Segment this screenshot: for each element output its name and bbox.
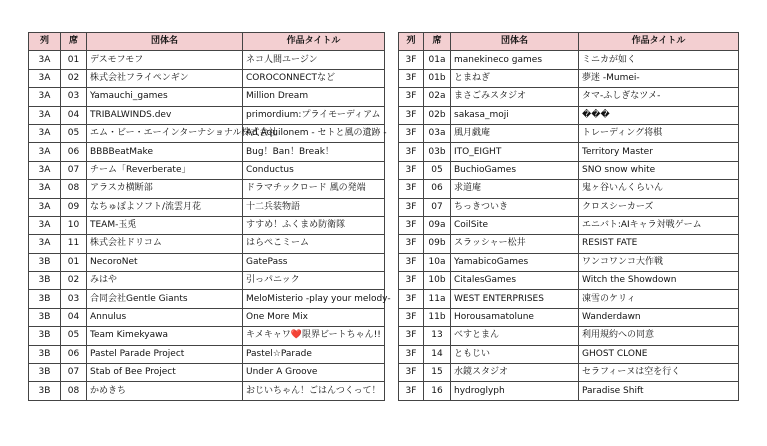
cell-group: 求道庵 — [451, 180, 579, 198]
cell-group: 合同会社Gentle Giants — [87, 290, 243, 308]
table-row — [29, 69, 385, 87]
cell-group: まさごみスタジオ — [451, 88, 579, 106]
cell-seat: 09 — [61, 198, 87, 216]
table-row — [399, 290, 739, 308]
cell-title: ドラマチックロード 風の発端 — [243, 180, 385, 198]
cell-col: 3F — [399, 272, 424, 290]
cell-col: 3B — [29, 327, 61, 345]
cell-col: 3F — [399, 308, 424, 326]
table-row — [399, 272, 739, 290]
cell-group: CoilSite — [451, 216, 579, 234]
cell-seat: 11a — [424, 290, 451, 308]
cell-title: タマ-ふしぎなツメ- — [579, 88, 739, 106]
cell-group: かめきち — [87, 382, 243, 400]
cell-seat: 01a — [424, 51, 451, 69]
cell-seat: 13 — [424, 327, 451, 345]
cell-group: manekineco games — [451, 51, 579, 69]
table-row — [29, 253, 385, 271]
cell-col: 3B — [29, 382, 61, 400]
header-col: 列 — [399, 33, 424, 51]
cell-title: GHOST CLONE — [579, 345, 739, 363]
cell-seat: 09a — [424, 216, 451, 234]
cell-seat: 02 — [61, 69, 87, 87]
cell-col: 3B — [29, 308, 61, 326]
table-row — [399, 235, 739, 253]
cell-title: クロスシーカーズ — [579, 198, 739, 216]
cell-group: みはや — [87, 272, 243, 290]
cell-seat: 03 — [61, 290, 87, 308]
cell-title: Under A Groove — [243, 364, 385, 382]
table-row — [399, 364, 739, 382]
cell-col: 3F — [399, 235, 424, 253]
cell-title: 凍雪のケリィ — [579, 290, 739, 308]
table-row — [29, 290, 385, 308]
cell-title: Conductus — [243, 161, 385, 179]
cell-col: 3B — [29, 364, 61, 382]
table-row — [399, 198, 739, 216]
cell-seat: 02 — [61, 272, 87, 290]
cell-col: 3F — [399, 69, 424, 87]
cell-seat: 06 — [61, 143, 87, 161]
cell-title: 十二兵装物語 — [243, 198, 385, 216]
cell-col: 3A — [29, 51, 61, 69]
cell-group: TEAM-玉兎 — [87, 216, 243, 234]
cell-title: エニバト:AIキャラ対戦ゲーム — [579, 216, 739, 234]
table-row — [29, 364, 385, 382]
table-row — [29, 124, 385, 142]
cell-seat: 03a — [424, 124, 451, 142]
cell-group: BBBBeatMake — [87, 143, 243, 161]
cell-group: 風月戯庵 — [451, 124, 579, 142]
cell-group: sakasa_moji — [451, 106, 579, 124]
cell-seat: 02a — [424, 88, 451, 106]
cell-seat: 05 — [61, 327, 87, 345]
cell-col: 3A — [29, 180, 61, 198]
cell-col: 3A — [29, 161, 61, 179]
cell-col: 3A — [29, 216, 61, 234]
table-row — [29, 272, 385, 290]
cell-group: Annulus — [87, 308, 243, 326]
cell-seat: 07 — [61, 364, 87, 382]
cell-title: Paradise Shift — [579, 382, 739, 400]
cell-title: 夢迷 -Mumei- — [579, 69, 739, 87]
cell-group: チーム「Reverberate」 — [87, 161, 243, 179]
cell-title: 鬼ヶ谷いんくらいん — [579, 180, 739, 198]
cell-col: 3F — [399, 364, 424, 382]
cell-seat: 14 — [424, 345, 451, 363]
cell-seat: 01b — [424, 69, 451, 87]
cell-seat: 06 — [61, 345, 87, 363]
header-title: 作品タイトル — [579, 33, 739, 51]
header-seat: 席 — [61, 33, 87, 51]
table-row — [399, 124, 739, 142]
cell-title: Ad Aquilonem - セトと風の遺跡 - — [243, 124, 385, 142]
cell-col: 3B — [29, 290, 61, 308]
cell-title: ミニカが如く — [579, 51, 739, 69]
cell-col: 3F — [399, 161, 424, 179]
cell-seat: 04 — [61, 308, 87, 326]
cell-seat: 09b — [424, 235, 451, 253]
cell-seat: 11 — [61, 235, 87, 253]
cell-seat: 10 — [61, 216, 87, 234]
cell-seat: 06 — [424, 180, 451, 198]
table-row — [29, 382, 385, 400]
table-row — [29, 161, 385, 179]
table-row — [399, 143, 739, 161]
header-seat: 席 — [424, 33, 451, 51]
cell-col: 3F — [399, 51, 424, 69]
cell-col: 3F — [399, 327, 424, 345]
table-row — [399, 51, 739, 69]
cell-seat: 07 — [61, 161, 87, 179]
cell-col: 3F — [399, 106, 424, 124]
table-row — [399, 327, 739, 345]
cell-title: ワンコワンコ大作戦 — [579, 253, 739, 271]
cell-group: Stab of Bee Project — [87, 364, 243, 382]
cell-col: 3F — [399, 382, 424, 400]
cell-group: なちゅぽよソフト/流雲月花 — [87, 198, 243, 216]
cell-col: 3F — [399, 143, 424, 161]
table-row — [29, 216, 385, 234]
cell-group: エム・ビー・エーインターナショナル株式会社 — [87, 124, 243, 142]
cell-col: 3B — [29, 253, 61, 271]
cell-title: はらぺこミーム — [243, 235, 385, 253]
cell-col: 3F — [399, 198, 424, 216]
table-row — [399, 69, 739, 87]
table-row — [399, 106, 739, 124]
header-title: 作品タイトル — [243, 33, 385, 51]
cell-col: 3A — [29, 124, 61, 142]
cell-title: セラフィーヌは空を行く — [579, 364, 739, 382]
exhibitor-table-left — [28, 32, 391, 401]
cell-seat: 16 — [424, 382, 451, 400]
header-col: 列 — [29, 33, 61, 51]
cell-title: すすめ！ふくまめ防衛隊 — [243, 216, 385, 234]
table-row — [399, 161, 739, 179]
cell-group: 水鏡スタジオ — [451, 364, 579, 382]
cell-seat: 04 — [61, 106, 87, 124]
table-row — [29, 88, 385, 106]
cell-title: ネコ人間ユージン — [243, 51, 385, 69]
cell-group: ITO_EIGHT — [451, 143, 579, 161]
cell-group: CitalesGames — [451, 272, 579, 290]
cell-col: 3F — [399, 345, 424, 363]
table-row — [29, 180, 385, 198]
cell-col: 3F — [399, 290, 424, 308]
cell-seat: 10a — [424, 253, 451, 271]
cell-group: とまねぎ — [451, 69, 579, 87]
cell-group: 株式会社ドリコム — [87, 235, 243, 253]
table-header-row — [399, 33, 739, 51]
cell-col: 3A — [29, 69, 61, 87]
cell-group: Yamauchi_games — [87, 88, 243, 106]
cell-title: 引っパニック — [243, 272, 385, 290]
cell-group: hydroglyph — [451, 382, 579, 400]
cell-group: BuchioGames — [451, 161, 579, 179]
table-header-row — [29, 33, 385, 51]
table-row — [29, 106, 385, 124]
cell-group: スラッシャー松井 — [451, 235, 579, 253]
cell-group: Team Kimekyawa — [87, 327, 243, 345]
table-row — [399, 253, 739, 271]
cell-title: Witch the Showdown — [579, 272, 739, 290]
cell-title: キメキャワ❤️限界ビートちゃん!! — [243, 327, 385, 345]
cell-group: NecoroNet — [87, 253, 243, 271]
cell-seat: 08 — [61, 382, 87, 400]
cell-seat: 02b — [424, 106, 451, 124]
cell-seat: 01 — [61, 253, 87, 271]
cell-col: 3F — [399, 216, 424, 234]
cell-group: Pastel Parade Project — [87, 345, 243, 363]
table-row — [29, 327, 385, 345]
cell-group: べすとまん — [451, 327, 579, 345]
cell-title: One More Mix — [243, 308, 385, 326]
cell-col: 3F — [399, 88, 424, 106]
cell-title: トレーディング将棋 — [579, 124, 739, 142]
cell-title: Pastel☆Parade — [243, 345, 385, 363]
cell-group: 株式会社フライペンギン — [87, 69, 243, 87]
table-row — [29, 235, 385, 253]
cell-title: Territory Master — [579, 143, 739, 161]
cell-col: 3B — [29, 272, 61, 290]
cell-title: COROCONNECTなど — [243, 69, 385, 87]
cell-group: YamabicoGames — [451, 253, 579, 271]
cell-col: 3A — [29, 88, 61, 106]
cell-group: TRIBALWINDS.dev — [87, 106, 243, 124]
cell-seat: 03 — [61, 88, 87, 106]
cell-title: primordium:プライモーディアム — [243, 106, 385, 124]
cell-title: ��� — [579, 106, 739, 124]
cell-col: 3A — [29, 198, 61, 216]
cell-seat: 01 — [61, 51, 87, 69]
cell-title: GatePass — [243, 253, 385, 271]
cell-seat: 07 — [424, 198, 451, 216]
cell-group: ちっきついき — [451, 198, 579, 216]
cell-group: WEST ENTERPRISES — [451, 290, 579, 308]
table-row — [399, 216, 739, 234]
table-row — [399, 308, 739, 326]
table-row — [399, 88, 739, 106]
cell-title: MeloMisterio -play your melody- — [243, 290, 385, 308]
cell-seat: 15 — [424, 364, 451, 382]
cell-col: 3F — [399, 253, 424, 271]
cell-title: Bug！Ban！Break！ — [243, 143, 385, 161]
cell-seat: 10b — [424, 272, 451, 290]
cell-seat: 05 — [424, 161, 451, 179]
cell-seat: 11b — [424, 308, 451, 326]
table-row — [399, 382, 739, 400]
header-group: 団体名 — [451, 33, 579, 51]
cell-title: Wanderdawn — [579, 308, 739, 326]
table-row — [29, 308, 385, 326]
cell-col: 3A — [29, 143, 61, 161]
cell-title: Million Dream — [243, 88, 385, 106]
cell-title: 利用規約への同意 — [579, 327, 739, 345]
table-row — [29, 345, 385, 363]
cell-col: 3A — [29, 235, 61, 253]
cell-title: RESIST FATE — [579, 235, 739, 253]
cell-col: 3B — [29, 345, 61, 363]
table-row — [29, 198, 385, 216]
cell-group: デスモフモフ — [87, 51, 243, 69]
exhibitor-table-right — [398, 32, 739, 401]
cell-title: おじいちゃん！ごはんつくって！ — [243, 382, 385, 400]
cell-col: 3F — [399, 180, 424, 198]
table-row — [399, 345, 739, 363]
cell-seat: 08 — [61, 180, 87, 198]
table-row — [29, 51, 385, 69]
header-group: 団体名 — [87, 33, 243, 51]
table-row — [29, 143, 385, 161]
table-row — [399, 180, 739, 198]
cell-col: 3F — [399, 124, 424, 142]
cell-seat: 05 — [61, 124, 87, 142]
cell-title: SNO snow white — [579, 161, 739, 179]
cell-group: アラスカ横断部 — [87, 180, 243, 198]
cell-group: Horousamatolune — [451, 308, 579, 326]
cell-group: ともじい — [451, 345, 579, 363]
cell-seat: 03b — [424, 143, 451, 161]
cell-col: 3A — [29, 106, 61, 124]
